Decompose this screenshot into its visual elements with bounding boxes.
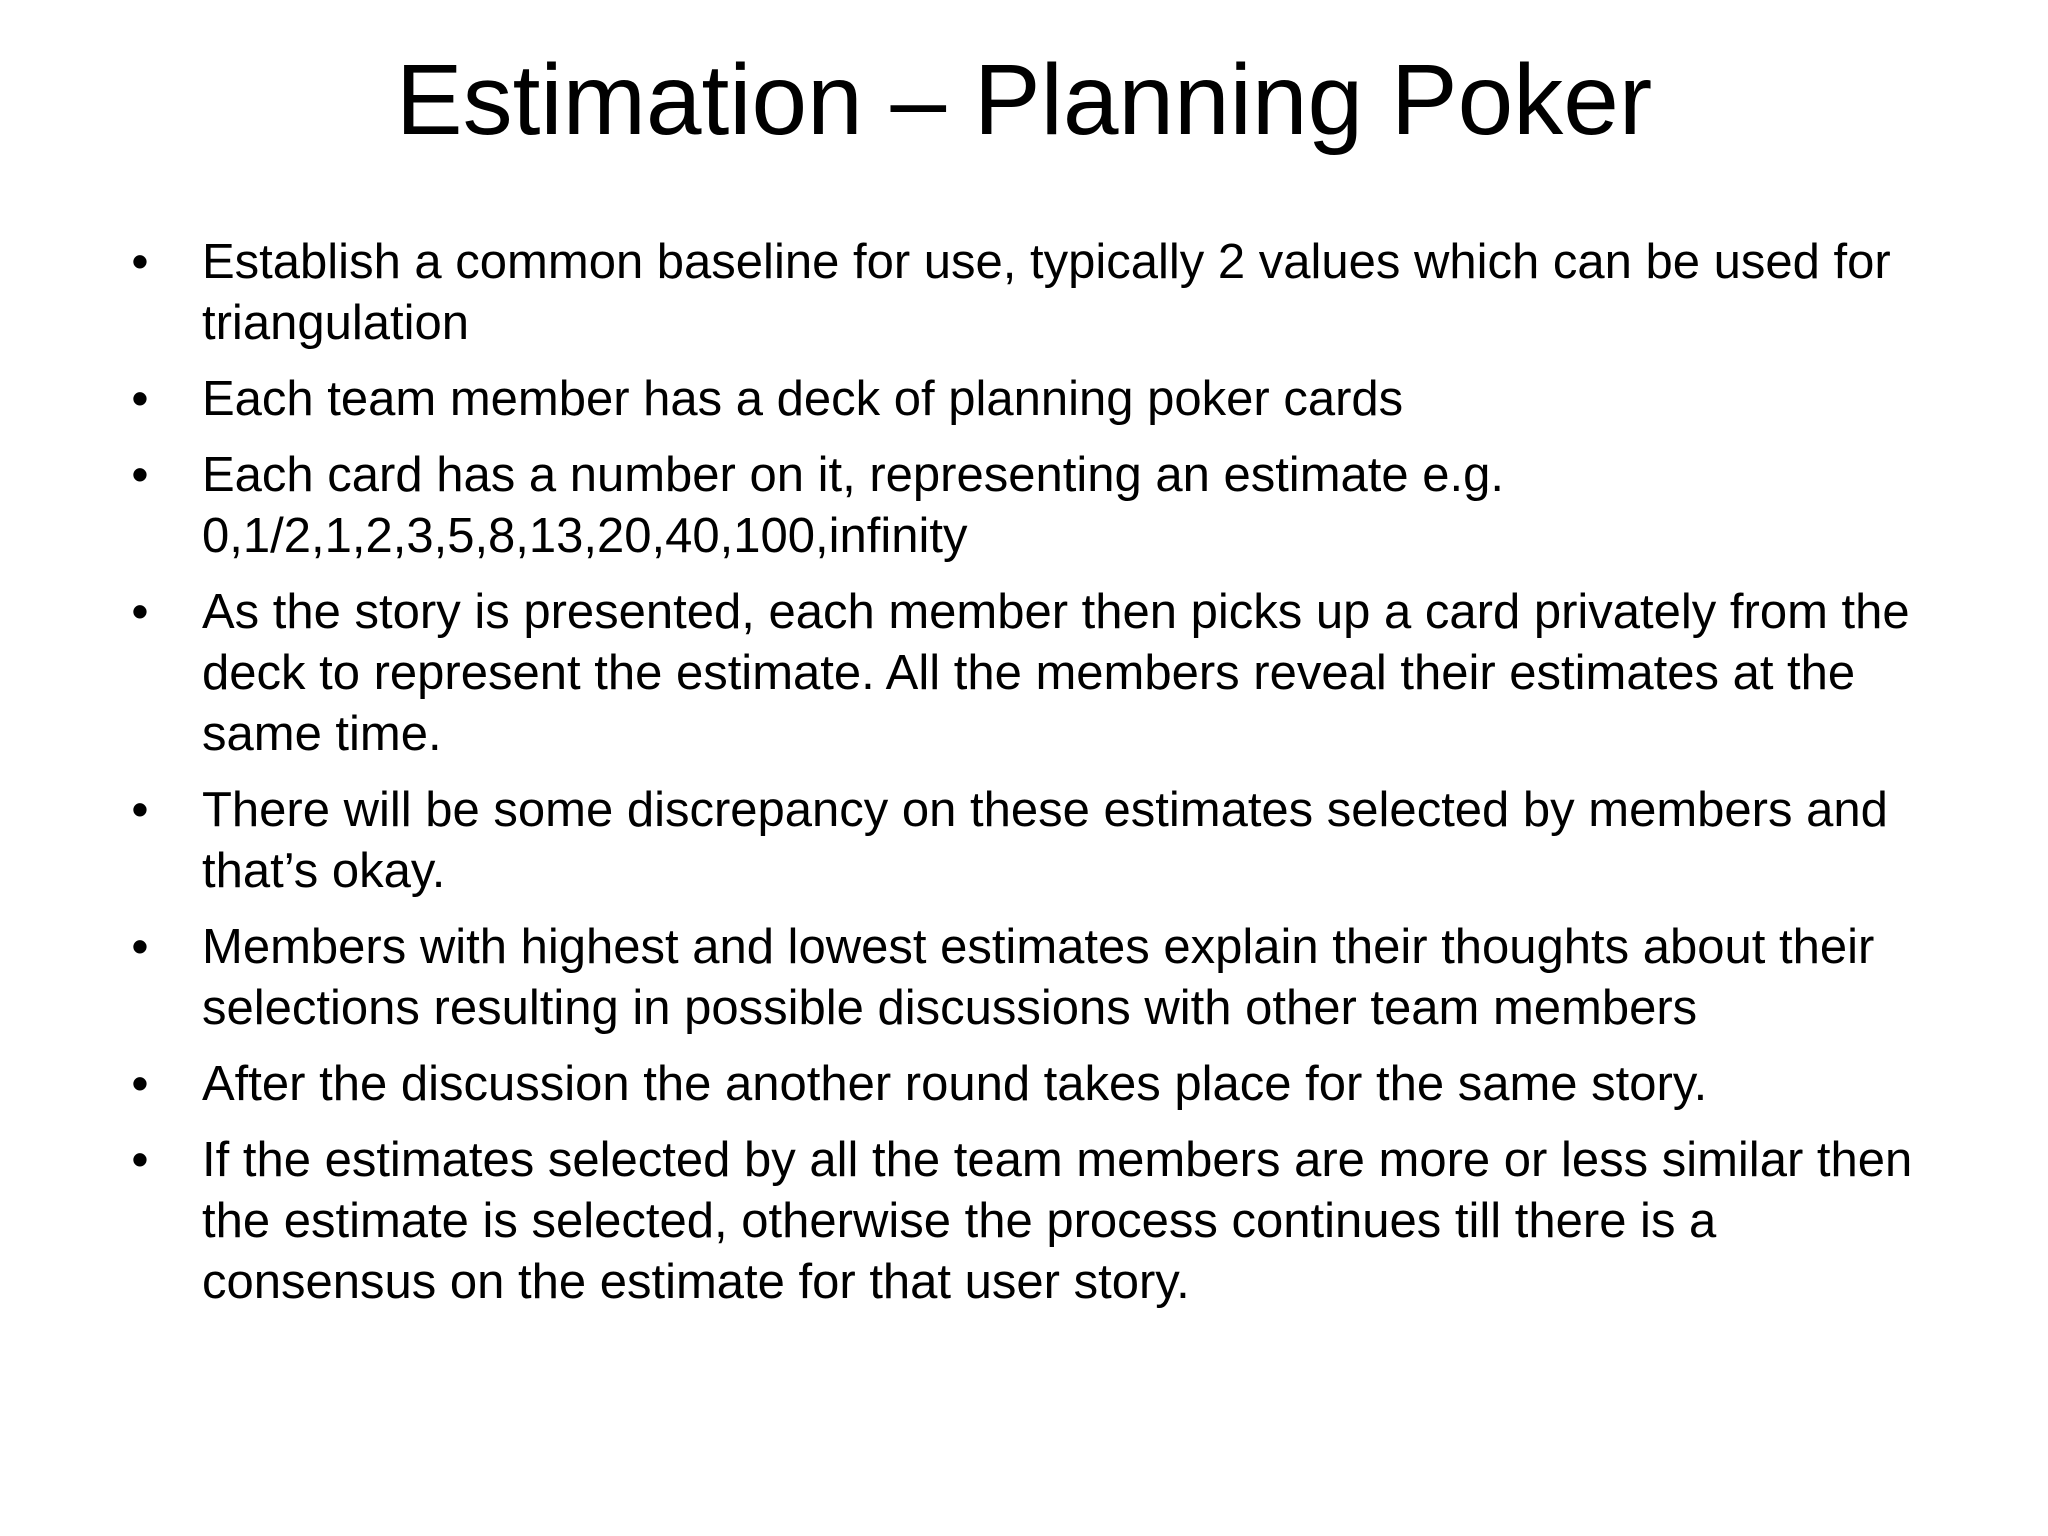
bullet-icon: •	[131, 1057, 149, 1111]
bullet-text: Establish a common baseline for use, typically 2 values which can be used for triangulation	[202, 235, 1891, 350]
bullet-text: As the story is presented, each member then picks up a card privately from the deck to represent the estimate. All the members reveal their estimates at the same time.	[202, 585, 1910, 761]
bullet-icon: •	[131, 783, 149, 837]
bullet-icon: •	[131, 448, 149, 502]
bullet-icon: •	[131, 235, 149, 289]
bullet-text: Each team member has a deck of planning poker cards	[202, 372, 1404, 426]
bullet-list	[120, 232, 1960, 1328]
bullet-text: After the discussion the another round takes place for the same story.	[202, 1057, 1708, 1111]
bullet-icon: •	[131, 372, 149, 426]
bullet-text: There will be some discrepancy on these estimates selected by members and that’s okay.	[202, 783, 1888, 898]
bullet-icon: •	[131, 920, 149, 974]
slide-title: Estimation – Planning Poker	[395, 44, 1653, 156]
bullet-item	[120, 582, 1960, 765]
bullet-item	[120, 445, 1960, 567]
bullet-icon: •	[131, 1133, 149, 1187]
bullet-item	[120, 1054, 1960, 1115]
bullet-item	[120, 1130, 1960, 1313]
bullet-item	[120, 369, 1960, 430]
bullet-text: Members with highest and lowest estimates explain their thoughts about their selections resulting in possible discussions with other team members	[202, 920, 1875, 1035]
bullet-item	[120, 917, 1960, 1039]
bullet-text: If the estimates selected by all the team members are more or less similar then the estimate is selected, otherwise the process continues till there is a consensus on the estimate for that user story.	[202, 1133, 1913, 1309]
bullet-item	[120, 232, 1960, 354]
bullet-text: Each card has a number on it, representing an estimate e.g. 0,1/2,1,2,3,5,8,13,20,40,100,infinity	[202, 448, 1504, 563]
bullet-icon: •	[131, 585, 149, 639]
bullet-item	[120, 780, 1960, 902]
